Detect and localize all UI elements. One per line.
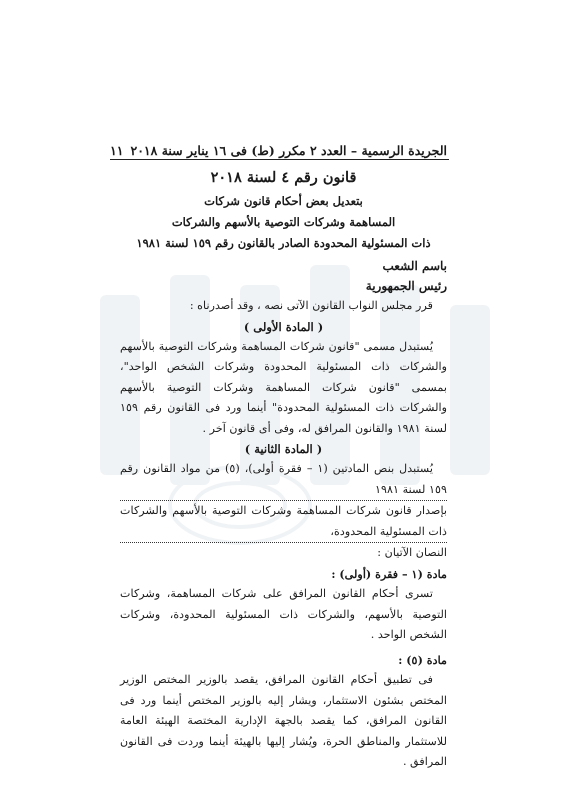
article-1-heading: ( المادة الأولى ) <box>243 319 324 334</box>
header-issue-info: الجريدة الرسمية – العدد ٢ مكرر (ط) فى ١٦ يناير سنة ٢٠١٨ <box>130 143 447 158</box>
preamble-text: قرر مجلس النواب القانون الآتى نصه ، وقد أصدرناه : <box>189 299 433 312</box>
article-2-text-line-2: بإصدار قانون شركات المساهمة وشركات التوصية بالأسهم والشركات ذات المسئولية المحدودة، <box>120 501 447 543</box>
authority-line-president: رئيس الجمهورية <box>365 279 447 293</box>
article-1-text: يُستبدل مسمى "قانون شركات المساهمة وشركات التوصية بالأسهم والشركات ذات المسئولية المحدودة وشركات الشخص الواحد"، بمسمى "قانون شركات المساهمة وشركات التوصية بالأسهم والشركات ذات المسئولية المحدودة" أينما ورد فى القانون رقم ١٥٩ لسنة ١٩٨١ والقانون المرافق له، وفى أى قانون آخر . <box>120 339 447 435</box>
header-divider <box>110 159 449 160</box>
article-2-sub2-heading: مادة (٥) : <box>398 652 447 667</box>
law-subtitle-line-3: ذات المسئولية المحدودة الصادر بالقانون رقم ١٥٩ لسنة ١٩٨١ <box>136 236 431 250</box>
page-number: ١١ <box>110 143 124 158</box>
law-body <box>120 166 447 773</box>
gazette-header <box>110 134 447 158</box>
article-2-sub2-text: فى تطبيق أحكام القانون المرافق، يقصد بالوزير المختص الوزير المختص بشئون الاستثمار، ويشار إليه بالوزير المختص أينما ورد فى القانون المرافق، كما يقصد بالجهة الإدارية المختصة الهيئة العامة للاستثمار والمناطق الحرة، ويُشار إليها بالهيئة أينما وردت فى القانون المرافق . <box>120 673 447 768</box>
article-2-intro: النصان الآتيان : <box>377 546 447 559</box>
authority-line-people: باسم الشعب <box>382 259 447 273</box>
article-2-heading: ( المادة الثانية ) <box>244 442 323 456</box>
article-2-sub1-heading: مادة (١ – فقرة (أولى) : <box>331 566 447 581</box>
law-subtitle-line-1: بتعديل بعض أحكام قانون شركات <box>204 194 363 208</box>
law-title: قانون رقم ٤ لسنة ٢٠١٨ <box>210 169 357 186</box>
law-subtitle-line-2: المساهمة وشركات التوصية بالأسهم والشركات <box>171 215 396 229</box>
article-2-sub1-text: تسرى أحكام القانون المرافق على شركات المساهمة، وشركات التوصية بالأسهم، والشركات ذات المسئولية المحدودة، وشركات الشخص الواحد . <box>120 587 447 641</box>
article-2-text-line-1: يُستبدل بنص المادتين (١ – فقرة أولى)، (٥) من مواد القانون رقم ١٥٩ لسنة ١٩٨١ <box>120 459 447 501</box>
